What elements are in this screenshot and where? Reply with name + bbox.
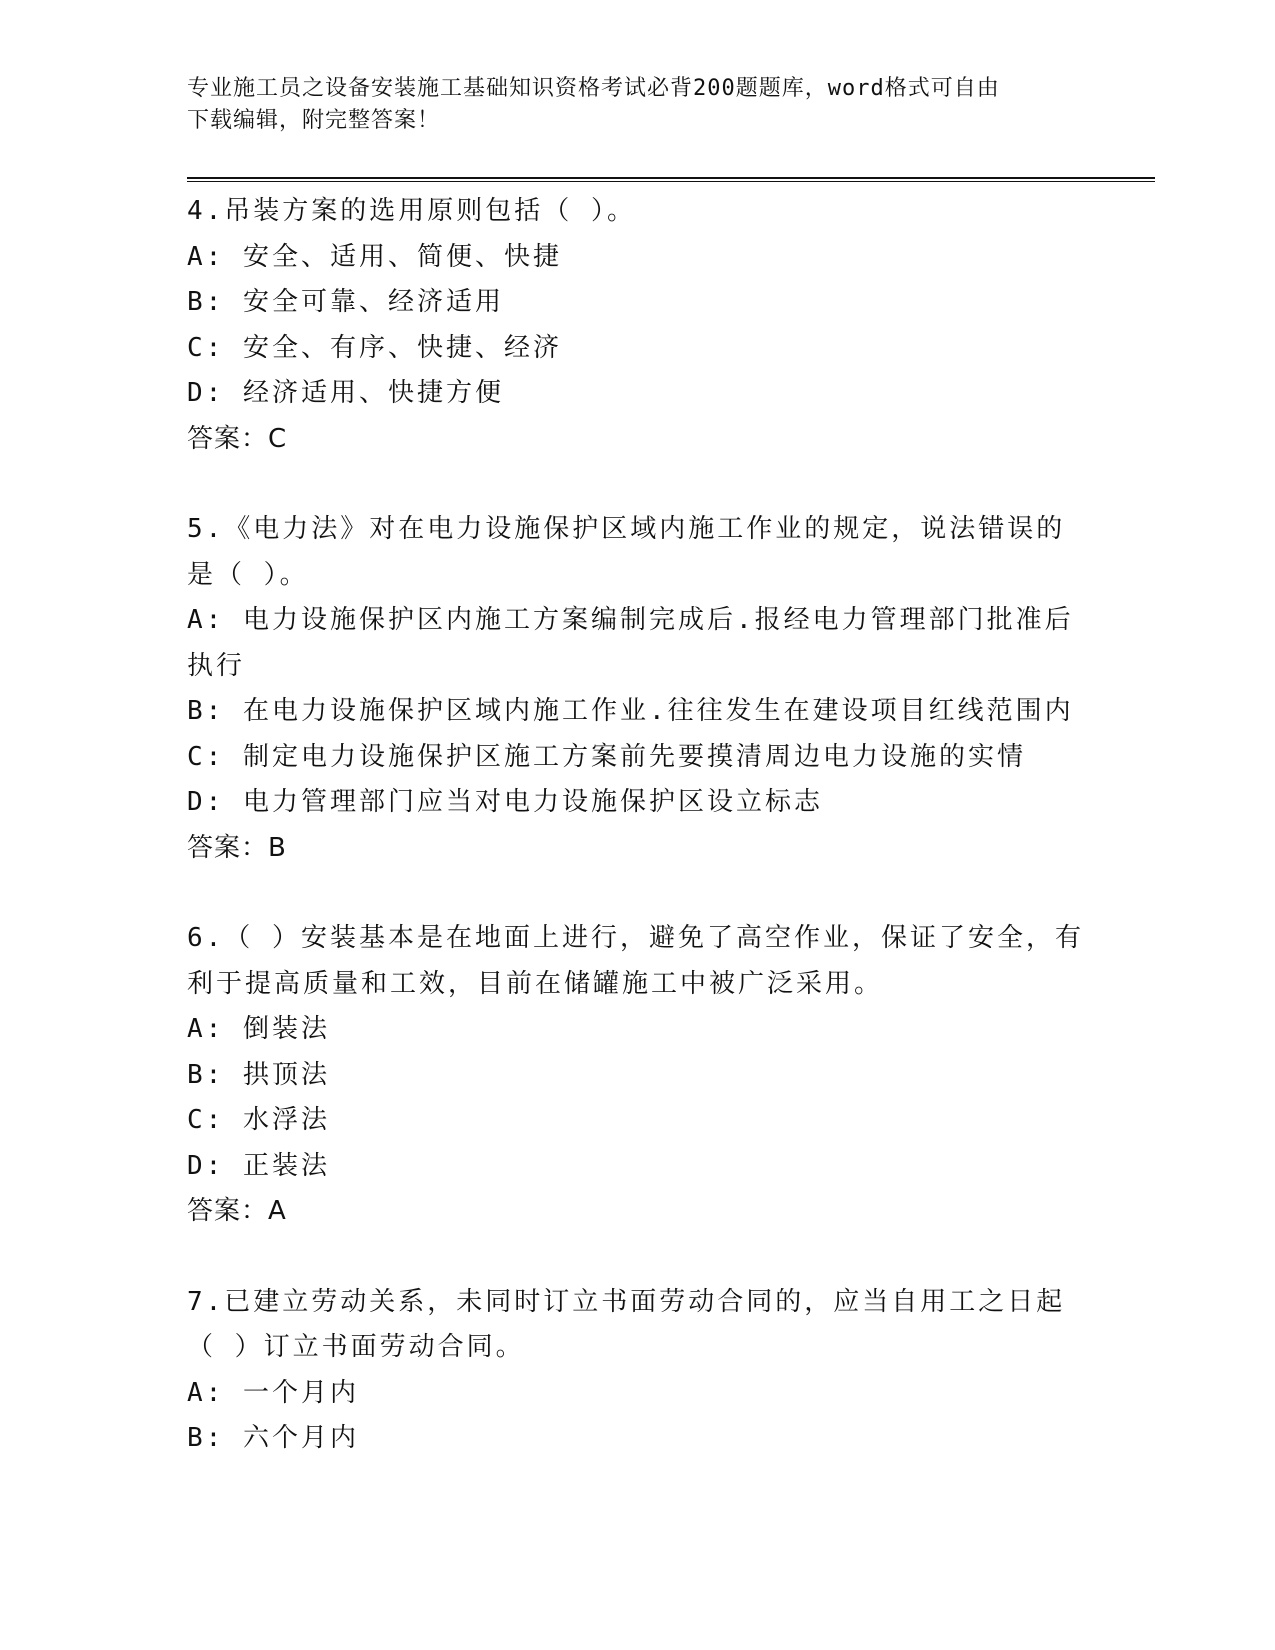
option-d: D: 正装法: [187, 1150, 330, 1181]
answer: 答案：C: [187, 423, 288, 454]
question-5: [187, 507, 1087, 871]
option-b: B: 在电力设施保护区域内施工作业.往往发生在建设项目红线范围内: [187, 696, 1074, 726]
question-stem-cont: 利于提高质量和工效，目前在储罐施工中被广泛采用。: [187, 968, 884, 999]
question-7: [187, 1280, 1087, 1462]
question-stem-cont: 是（ ）。: [187, 559, 309, 590]
option-b: B: 六个月内: [187, 1423, 359, 1453]
question-4: [187, 189, 1087, 462]
option-a: A: 电力设施保护区内施工方案编制完成后.报经电力管理部门批准后: [187, 605, 1074, 635]
header-line-1: 专业施工员之设备安装施工基础知识资格考试必背200题题库，word格式可自由: [187, 76, 1000, 101]
question-list: [187, 189, 1087, 1507]
option-d: D: 经济适用、快捷方便: [187, 378, 504, 408]
answer: 答案：B: [187, 832, 287, 863]
option-c: C: 制定电力设施保护区施工方案前先要摸清周边电力设施的实情: [187, 741, 1026, 772]
header-rule-thin: [187, 181, 1155, 182]
option-c: C: 安全、有序、快捷、经济: [187, 332, 562, 363]
option-b: B: 安全可靠、经济适用: [187, 287, 504, 317]
document-header: [187, 73, 1067, 137]
question-6: [187, 916, 1087, 1235]
question-stem: 4.吊装方案的选用原则包括（ ）。: [187, 196, 636, 226]
option-b: B: 拱顶法: [187, 1059, 330, 1090]
question-stem-cont: （ ）订立书面劳动合同。: [187, 1332, 525, 1362]
question-stem: 5.《电力法》对在电力设施保护区域内施工作业的规定，说法错误的: [187, 514, 1066, 544]
option-a: A: 一个月内: [187, 1377, 359, 1408]
question-stem: 7.已建立劳动关系，未同时订立书面劳动合同的，应当自用工之日起: [187, 1286, 1066, 1317]
answer: 答案：A: [187, 1196, 287, 1226]
option-a-cont: 执行: [187, 650, 246, 681]
option-a: A: 安全、适用、简便、快捷: [187, 241, 562, 272]
header-rule-thick: [187, 177, 1155, 179]
option-d: D: 电力管理部门应当对电力设施保护区设立标志: [187, 787, 823, 817]
header-line-2: 下载编辑，附完整答案！: [187, 108, 441, 133]
question-stem: 6.（ ）安装基本是在地面上进行，避免了高空作业，保证了安全，有: [187, 923, 1084, 953]
option-c: C: 水浮法: [187, 1105, 330, 1135]
option-a: A: 倒装法: [187, 1014, 330, 1044]
